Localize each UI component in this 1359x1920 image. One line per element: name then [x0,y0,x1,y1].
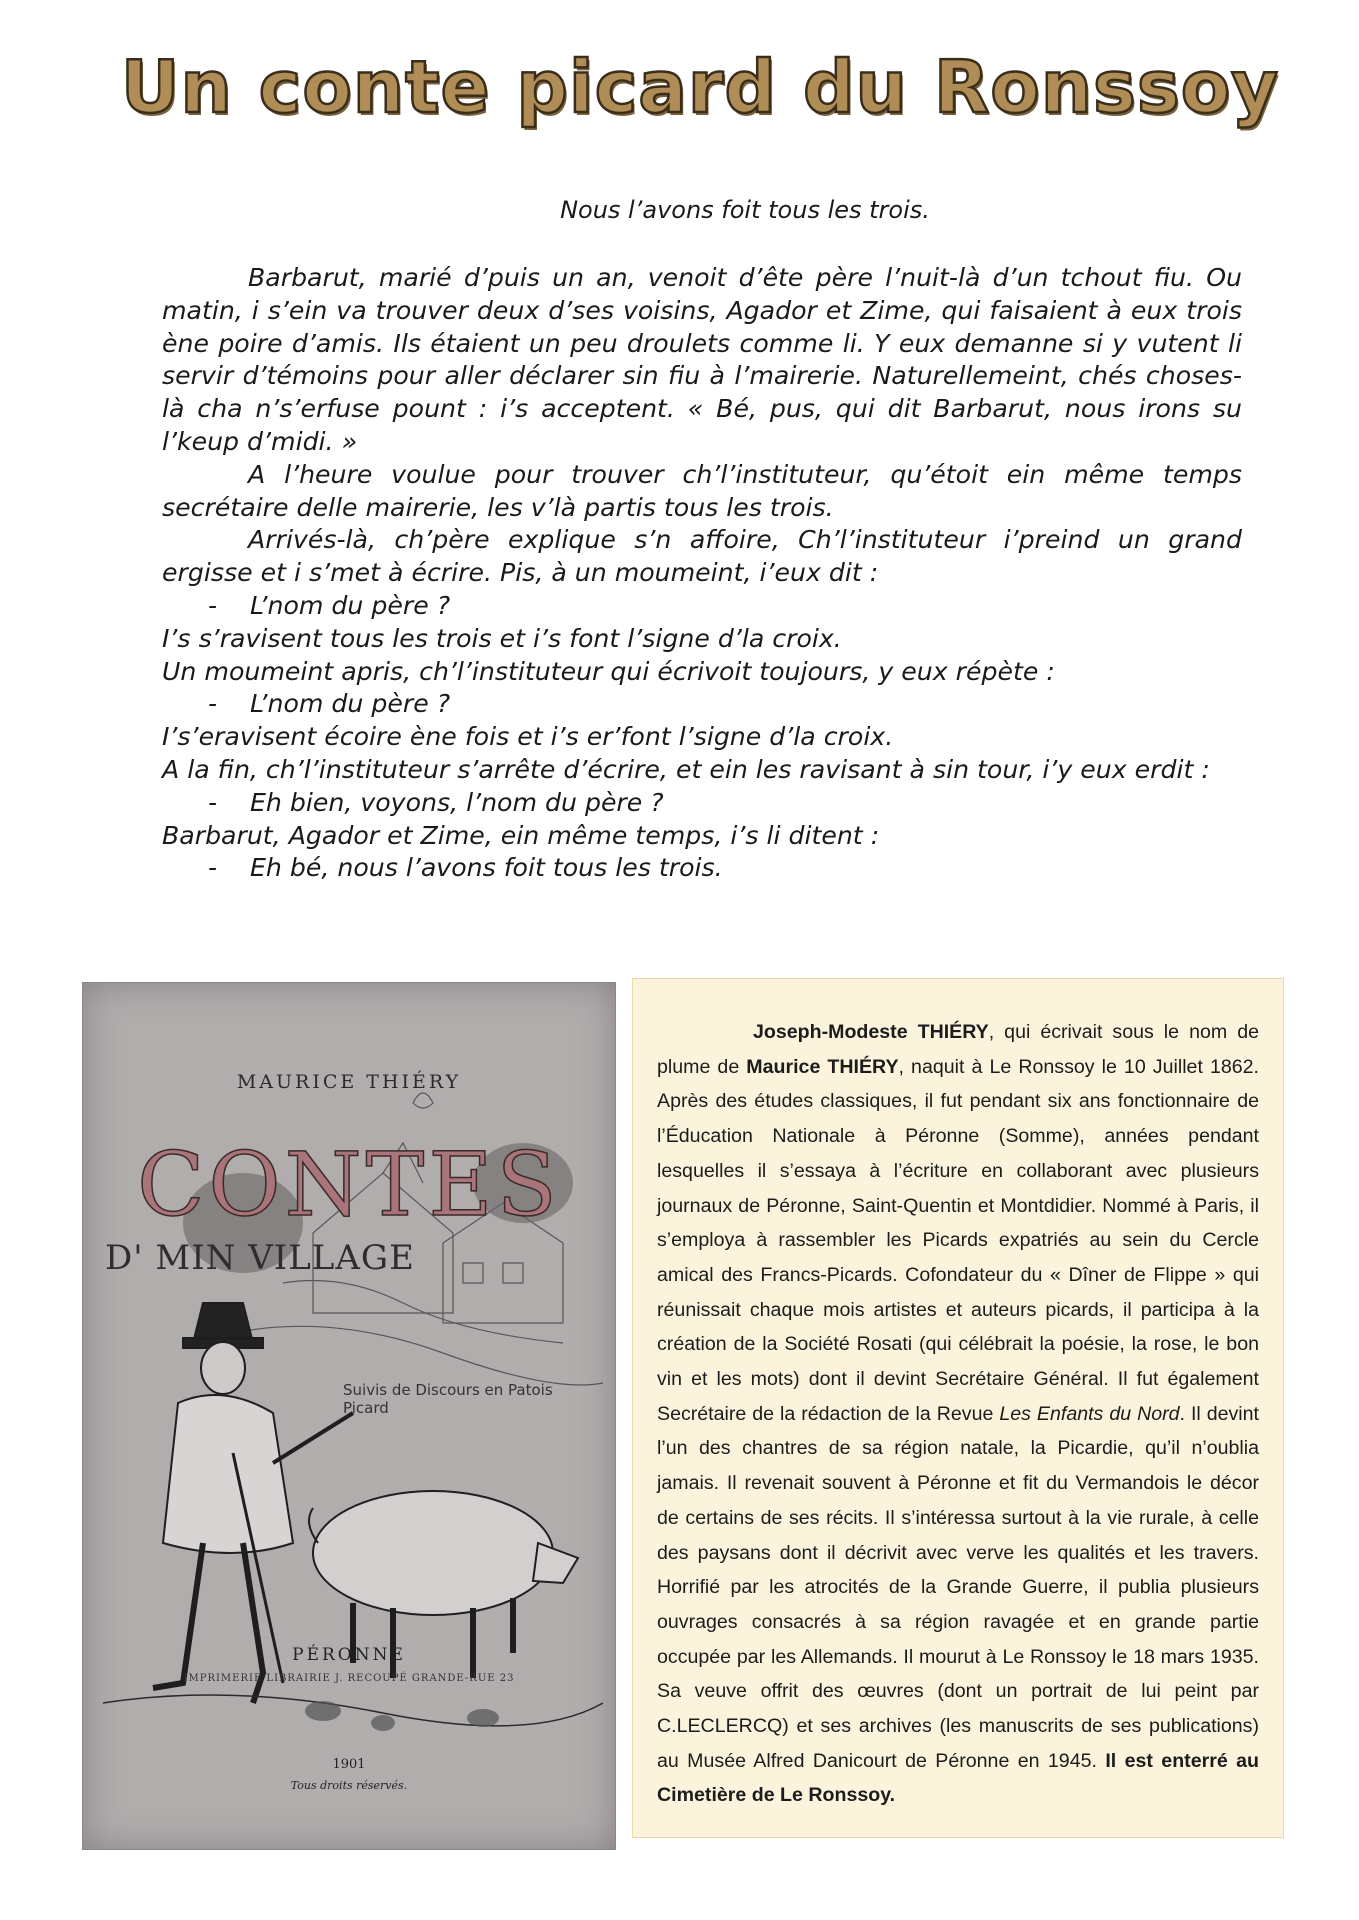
cover-author: MAURICE THIÉRY [236,1071,462,1093]
book-cover-image [82,982,616,1850]
bio-text: . Il devint l’un des chantres de sa région natale, la Picardie, qu’il n’oublia jamais. Il revenait souvent à Péronne et fit du Vermandois le décor de certains de ses récits. Il s’intéressa surtout à la vie rurale, à celle des paysans dont il décrivit avec verve les qualités et les travers. Horrifié par les atrocités de la Grande Guerre, il publia plusieurs ouvrages consacrés à sa région ravagée et en grande partie occupée par les Allemands. Il mourut à Le Ronssoy le 18 mars 1935. Sa veuve offrit des œuvres (dont un portrait de lui peint par C.LECLERCQ) et ses archives (les manuscrits de ses publications) au Musée Alfred Danicourt de Péronne en 1945. [657,1402,1259,1772]
cover-subtitle: Suivis de Discours en Patois Picard [343,1381,553,1417]
dialog-dash: - [208,853,218,883]
dialog-dash: - [208,787,218,817]
bio-text: , qui écrivait sous le nom de plume de [657,1021,1259,1078]
dialog-line [162,688,1242,721]
bio-text: , naquit à Le Ronssoy le 10 Juillet 1862. Après des études classiques, il fut pendant six ans fonctionnaire de l’Éducation Nationale à Péronne (Somme), années pendant lesquelles il s’essaya à l’écriture en collaborant avec plusieurs journaux de Péronne, Saint-Quentin et Montdidier. Nommé à Paris, il s’employa à rassembler les Picards expatriés au sein du Cercle amical des Francs-Picards. Cofondateur du « Dîner de Flippe » qui réunissait chaque mois artistes et auteurs picards, il participa à la création de la Société Rosati (qui célébrait la poésie, la rose, le bon vin et les mots) dont il devint Secrétaire Général. Il fut également Secrétaire de la rédaction de la Revue [657,1055,1259,1425]
story-line: I’s’eravisent écoire ène fois et i’s er’font l’signe d’la croix. [162,722,894,752]
dialog-line [162,852,1242,885]
cover-subtitle-main: D' MIN VILLAGE [105,1238,415,1278]
biography-text [657,1015,1259,1813]
bio-pen-name: Maurice THIÉRY [746,1055,899,1078]
biography-box [632,978,1284,1838]
story-line: Barbarut, Agador et Zime, ein même temps, i’s li ditent : [162,820,880,850]
dialog-text: L’nom du père ? [250,590,451,620]
story-line: A la fin, ch’l’instituteur s’arrête d’écrire, et ein les ravisant à sin tour, i’y eux erdit : [162,754,1210,784]
cover-place: PÉRONNE [292,1645,406,1665]
dialog-dash: - [208,689,218,719]
dialog-dash: - [208,590,218,620]
bio-name: Joseph-Modeste THIÉRY [753,1021,989,1043]
cover-year: 1901 [332,1757,366,1772]
story-paragraph: Barbarut, marié d’puis un an, venoit d’ête père l’nuit-là d’un tchout fiu. Ou matin, i s’ein va trouver deux d’ses voisins, Agador et Zime, qui faisaient à eux trois ène poire d’amis. Ils étaient un peu droulets comme li. Y eux demanne si y vutent li servir d’témoins pour aller déclarer sin fiu à l’mairerie. Naturellemeint, chés choses-là cha n’s’erfuse pount : i’s acceptent. « Bé, pus, qui dit Barbarut, nous irons su l’keup d’midi. » [162,263,1242,456]
cover-title: CONTES [137,1133,561,1236]
bio-revue-title: Les Enfants du Nord [999,1402,1180,1425]
dialog-text: Eh bien, voyons, l’nom du père ? [250,787,664,817]
page-title: Un conte picard du Ronssoy [120,45,1280,129]
story-paragraph: Arrivés-là, ch’père explique s’n affoire, Ch’l’instituteur i’preind un grand ergisse et i s’met à écrire. Pis, à un moumeint, i’eux dit : [162,525,1242,588]
story-title: Nous l’avons foit tous les trois. [560,196,930,224]
story-line: I’s s’ravisent tous les trois et i’s font l’signe d’la croix. [162,623,842,653]
story-paragraph: A l’heure voulue pour trouver ch’l’instituteur, qu’étoit ein même temps secrétaire delle mairerie, les v’là partis tous les trois. [162,459,1242,522]
dialog-text: L’nom du père ? [250,689,451,719]
bio-burial: Il est enterré au Cimetière de Le Ronssoy. [657,1749,1259,1807]
dialog-line [162,590,1242,623]
story-body [162,262,1242,885]
story-line: Un moumeint apris, ch’l’instituteur qui écrivoit toujours, y eux répète : [162,656,1055,686]
dialog-line [162,787,1242,820]
cover-printer: IMPRIMERIE LIBRAIRIE J. RECOUPÉ GRANDE-RUE 23 [183,1673,515,1684]
cover-rights: Tous droits réservés. [290,1779,408,1792]
dialog-text: Eh bé, nous l’avons foit tous les trois. [250,853,723,883]
